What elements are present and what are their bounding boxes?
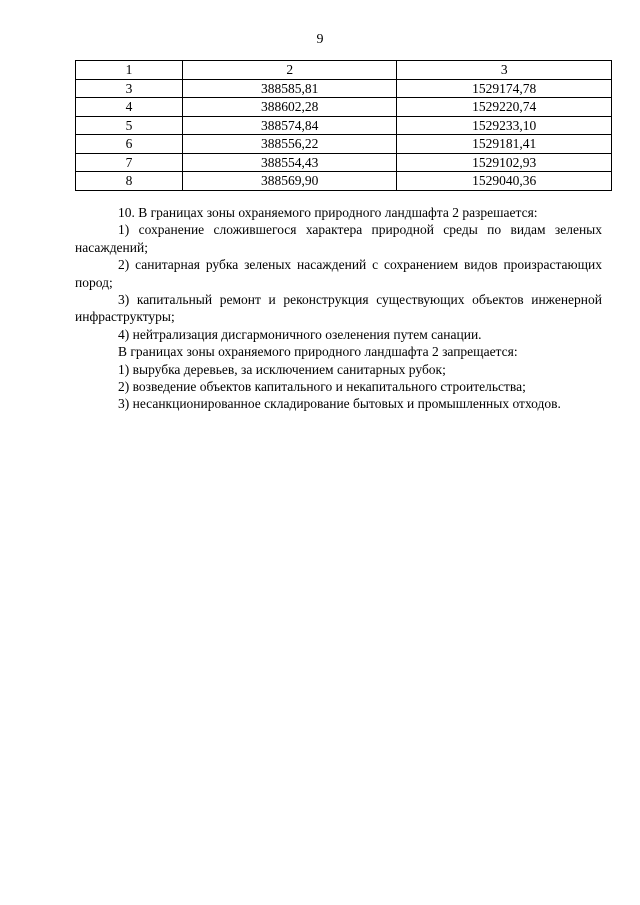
table-cell-point: 7 <box>76 153 183 172</box>
coordinates-table <box>75 60 612 191</box>
table-cell-point: 6 <box>76 135 183 154</box>
paragraph-allowed-item-2: 2) санитарная рубка зеленых насаждений с сохранением видов произрастающих пород; <box>75 257 602 290</box>
paragraph-allowed-item-3: 3) капитальный ремонт и реконструкция существующих объектов инженерной инфраструктуры; <box>75 292 602 325</box>
table-cell-y: 1529181,41 <box>397 135 612 154</box>
table-cell-x: 388569,90 <box>183 172 397 191</box>
table-cell-point: 8 <box>76 172 183 191</box>
paragraph-prohibited-item-1: 1) вырубка деревьев, за исключением санитарных рубок; <box>118 361 446 377</box>
table-cell-x: 388602,28 <box>183 98 397 117</box>
table-cell-point: 5 <box>76 116 183 135</box>
table-cell-y: 1529174,78 <box>397 79 612 98</box>
table-cell-y: 1529102,93 <box>397 153 612 172</box>
table-header-cell: 1 <box>76 61 183 80</box>
table-row <box>76 135 612 154</box>
table-row <box>76 79 612 98</box>
table-cell-x: 388556,22 <box>183 135 397 154</box>
table-cell-point: 4 <box>76 98 183 117</box>
table-header-cell: 2 <box>183 61 397 80</box>
page-number: 9 <box>316 32 324 47</box>
body-text <box>75 204 602 413</box>
table-row <box>76 98 612 117</box>
paragraph-allowed-item-1: 1) сохранение сложившегося характера природной среды по видам зеленых насаждений; <box>75 222 602 255</box>
table-cell-x: 388574,84 <box>183 116 397 135</box>
paragraph-prohibited-item-3: 3) несанкционированное складирование бытовых и промышленных отходов. <box>118 396 561 412</box>
table-header-cell: 3 <box>397 61 612 80</box>
paragraph-allowed-item-4: 4) нейтрализация дисгармоничного озеленения путем санации. <box>118 326 482 342</box>
table-cell-y: 1529220,74 <box>397 98 612 117</box>
table-row <box>76 172 612 191</box>
table-cell-x: 388554,43 <box>183 153 397 172</box>
paragraph-prohibited-item-2: 2) возведение объектов капитального и некапитального строительства; <box>118 379 526 395</box>
table-cell-y: 1529040,36 <box>397 172 612 191</box>
table-row <box>76 116 612 135</box>
table-header-row <box>76 61 612 80</box>
table-row <box>76 153 612 172</box>
table-cell-y: 1529233,10 <box>397 116 612 135</box>
paragraph-allowed-heading: 10. В границах зоны охраняемого природного ландшафта 2 разрешается: <box>118 205 538 220</box>
table-cell-point: 3 <box>76 79 183 98</box>
table-cell-x: 388585,81 <box>183 79 397 98</box>
paragraph-prohibited-heading: В границах зоны охраняемого природного ландшафта 2 запрещается: <box>118 344 518 360</box>
